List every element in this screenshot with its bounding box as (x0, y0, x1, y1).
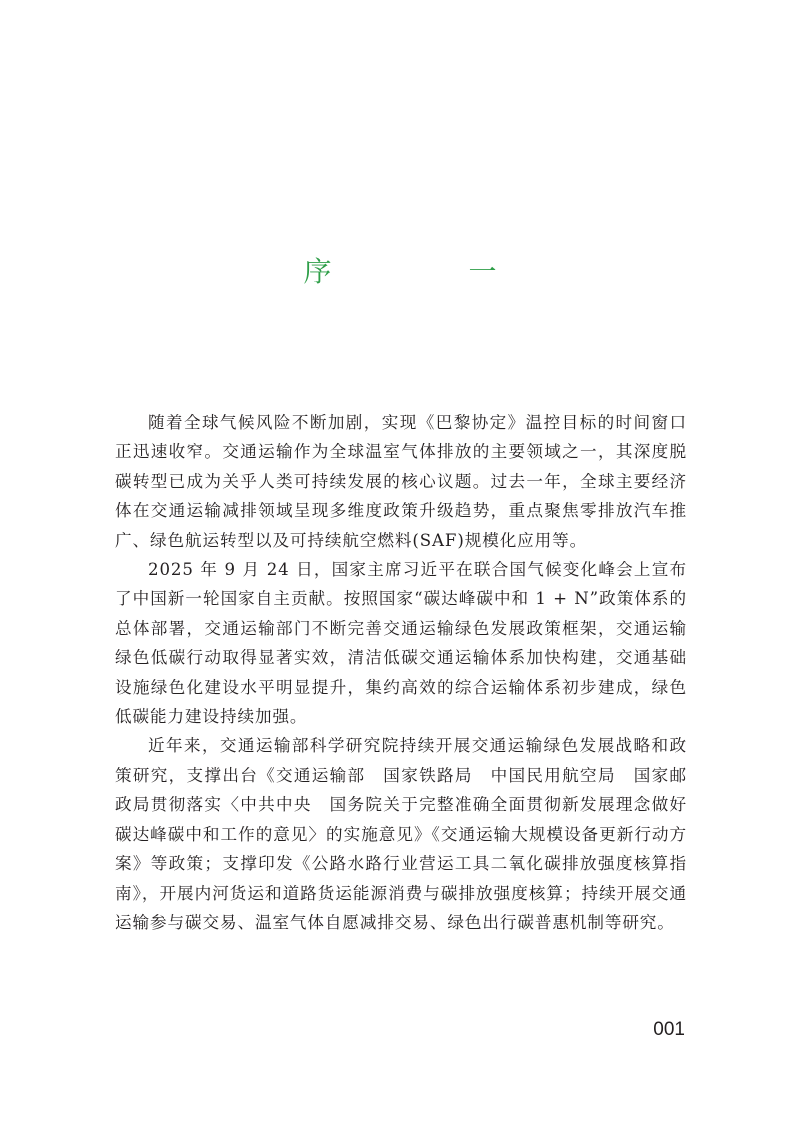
paragraph-3: 近年来，交通运输部科学研究院持续开展交通运输绿色发展战略和政策研究，支撑出台《交通运输部 国家铁路局 中国民用航空局 国家邮政局贯彻落实〈中共中央 国务院关于完整准确全面贯彻新发展理念做好碳达峰碳中和工作的意见〉的实施意见》《交通运输大规模设备更新行动方案》等政策；支撑印发《公路水路行业营运工具二氧化碳排放强度核算指南》，开展内河货运和道路货运能源消费与碳排放强度核算；持续开展交通运输参与碳交易、温室气体自愿减排交易、绿色出行碳普惠机制等研究。 (115, 736, 687, 932)
paragraph-2: 2025 年 9 月 24 日，国家主席习近平在联合国气候变化峰会上宣布了中国新一轮国家自主贡献。按照国家“碳达峰碳中和 1 + N”政策体系的总体部署，交通运输部门不断完善交通运输绿色发展政策框架，交通运输绿色低碳行动取得显著实效，清洁低碳交通运输体系加快构建，交通基础设施绿色化建设水平明显提升，集约高效的综合运输体系初步建成，绿色低碳能力建设持续加强。 (115, 560, 687, 727)
page-title: 序 一 (303, 255, 561, 288)
body-text (115, 408, 687, 937)
page-number: 001 (653, 1019, 685, 1040)
paragraph-1: 随着全球气候风险不断加剧，实现《巴黎协定》温控目标的时间窗口正迅速收窄。交通运输作为全球温室气体排放的主要领域之一，其深度脱碳转型已成为关乎人类可持续发展的核心议题。过去一年，全球主要经济体在交通运输减排领域呈现多维度政策升级趋势，重点聚焦零排放汽车推广、绿色航运转型以及可持续航空燃料(SAF)规模化应用等。 (115, 413, 687, 550)
